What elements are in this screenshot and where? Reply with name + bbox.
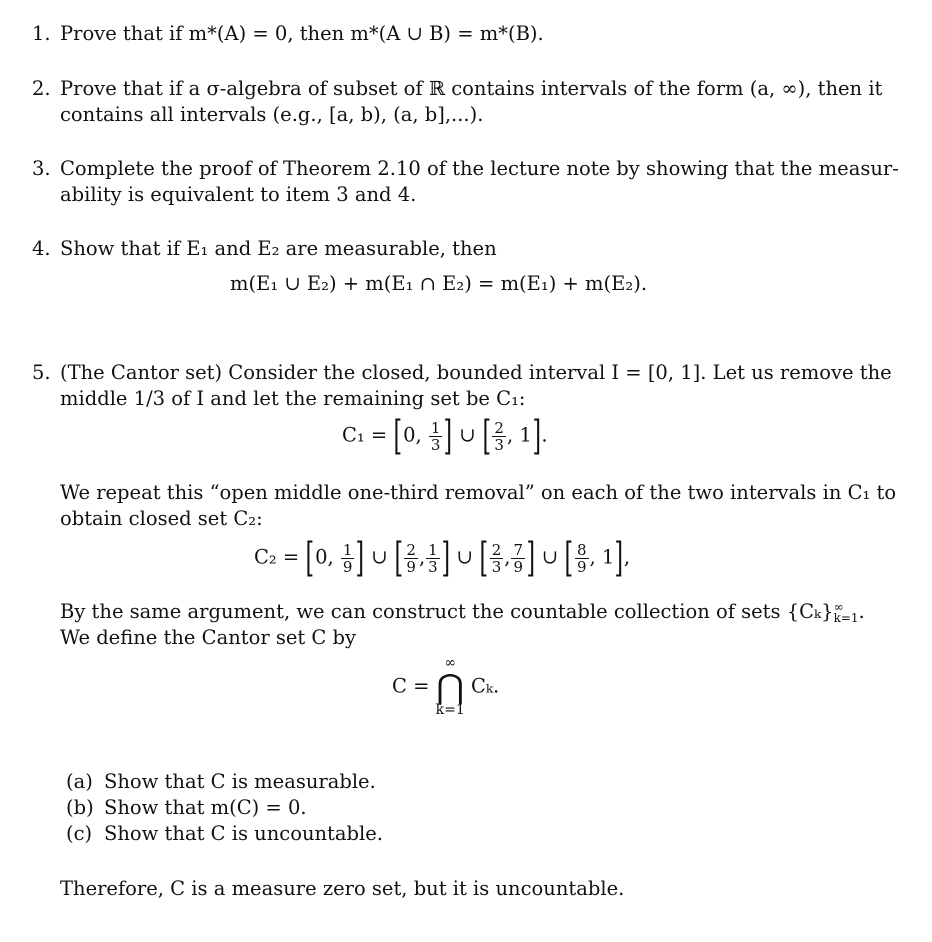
subpart-a-text: Show that C is measurable. bbox=[104, 770, 376, 793]
problem-5-line-1: (The Cantor set) Consider the closed, bounded interval I = [0, 1]. Let us remove the bbox=[60, 361, 892, 384]
problem-3-line-1: Complete the proof of Theorem 2.10 of the lecture note by showing that the measur- bbox=[60, 157, 899, 180]
subpart-c-text: Show that C is uncountable. bbox=[104, 822, 383, 845]
problem-3-line-2: ability is equivalent to item 3 and 4. bbox=[60, 183, 417, 206]
problem-5-line-2: middle 1/3 of I and let the remaining set be C₁: bbox=[60, 387, 526, 410]
conclusion: Therefore, C is a measure zero set, but it is uncountable. bbox=[60, 877, 625, 900]
problem-5-line-6: We define the Cantor set C by bbox=[60, 626, 357, 649]
fraction: $\frac{1}{3}$ bbox=[430, 418, 441, 454]
fraction: $\frac{8}{9}$ bbox=[576, 540, 587, 576]
problem-2-line-1: Prove that if a σ-algebra of subset of ℝ contains intervals of the form (a, ∞), then it bbox=[60, 77, 883, 100]
cantor-rhs: Cₖ. bbox=[471, 674, 500, 698]
problem-1-text: Prove that if m*(A) = 0, then m*(A ∪ B) = m*(B). bbox=[60, 22, 544, 45]
problem-2-line-2: contains all intervals (e.g., [a, b), (a, b],...). bbox=[60, 103, 484, 126]
problem-3-number: 3. bbox=[32, 157, 51, 180]
fraction: $\frac{2}{3}$ bbox=[494, 418, 504, 454]
subpart-c-label: (c) bbox=[66, 822, 93, 845]
problem-4-text: Show that if E₁ and E₂ are measurable, then bbox=[60, 237, 497, 260]
problem-5-line-4: obtain closed set C₂: bbox=[60, 507, 263, 530]
c1-one: , 1 bbox=[506, 423, 532, 447]
subpart-b-label: (b) bbox=[66, 796, 94, 819]
problem-5-line-3: We repeat this “open middle one-third removal” on each of the two intervals in C₁ to bbox=[60, 481, 897, 504]
problem-5-line-5: By the same argument, we can construct the countable collection of sets {Cₖ} ∞ k=1 . bbox=[60, 600, 865, 625]
c1-lhs: C₁ = bbox=[342, 423, 388, 447]
problem-1-number: 1. bbox=[32, 22, 51, 45]
c1-equation: C₁ = [0, $\frac{1}{3}$ ] ∪ [ $\frac{2}{3}$ , 1]. bbox=[342, 413, 548, 459]
c2-lhs: C₂ = bbox=[254, 545, 300, 569]
c2-equation: C₂ = [0, $\frac{1}{9}$ ] ∪ [ $\frac{2}{9}$ , $\frac{1}{3}$ ] ∪ [ $\frac{2}{3}$ , $\frac{7}{9}$ ] ∪ [ $\frac{8}{9}$ , 1], bbox=[254, 535, 631, 581]
bracket: [ bbox=[393, 413, 403, 459]
cantor-equation bbox=[392, 656, 499, 726]
fraction: $\frac{1}{9}$ bbox=[342, 540, 353, 576]
fraction: $\frac{2}{3}$ bbox=[491, 540, 502, 576]
fraction: $\frac{1}{3}$ bbox=[428, 540, 438, 576]
c1-zero: 0, bbox=[403, 423, 422, 447]
problem-5-number: 5. bbox=[32, 361, 51, 384]
subpart-a-label: (a) bbox=[66, 770, 93, 793]
fraction: $\frac{7}{9}$ bbox=[513, 540, 523, 576]
fraction: $\frac{2}{9}$ bbox=[406, 540, 416, 576]
problem-4-number: 4. bbox=[32, 237, 51, 260]
subpart-b-text: Show that m(C) = 0. bbox=[104, 796, 307, 819]
problem-4-equation: m(E₁ ∪ E₂) + m(E₁ ∩ E₂) = m(E₁) + m(E₂). bbox=[230, 272, 648, 295]
cantor-lhs: C = bbox=[392, 674, 430, 698]
intersection-symbol: ∞ ⋂ k=1 bbox=[435, 655, 465, 718]
problem-2-number: 2. bbox=[32, 77, 51, 100]
